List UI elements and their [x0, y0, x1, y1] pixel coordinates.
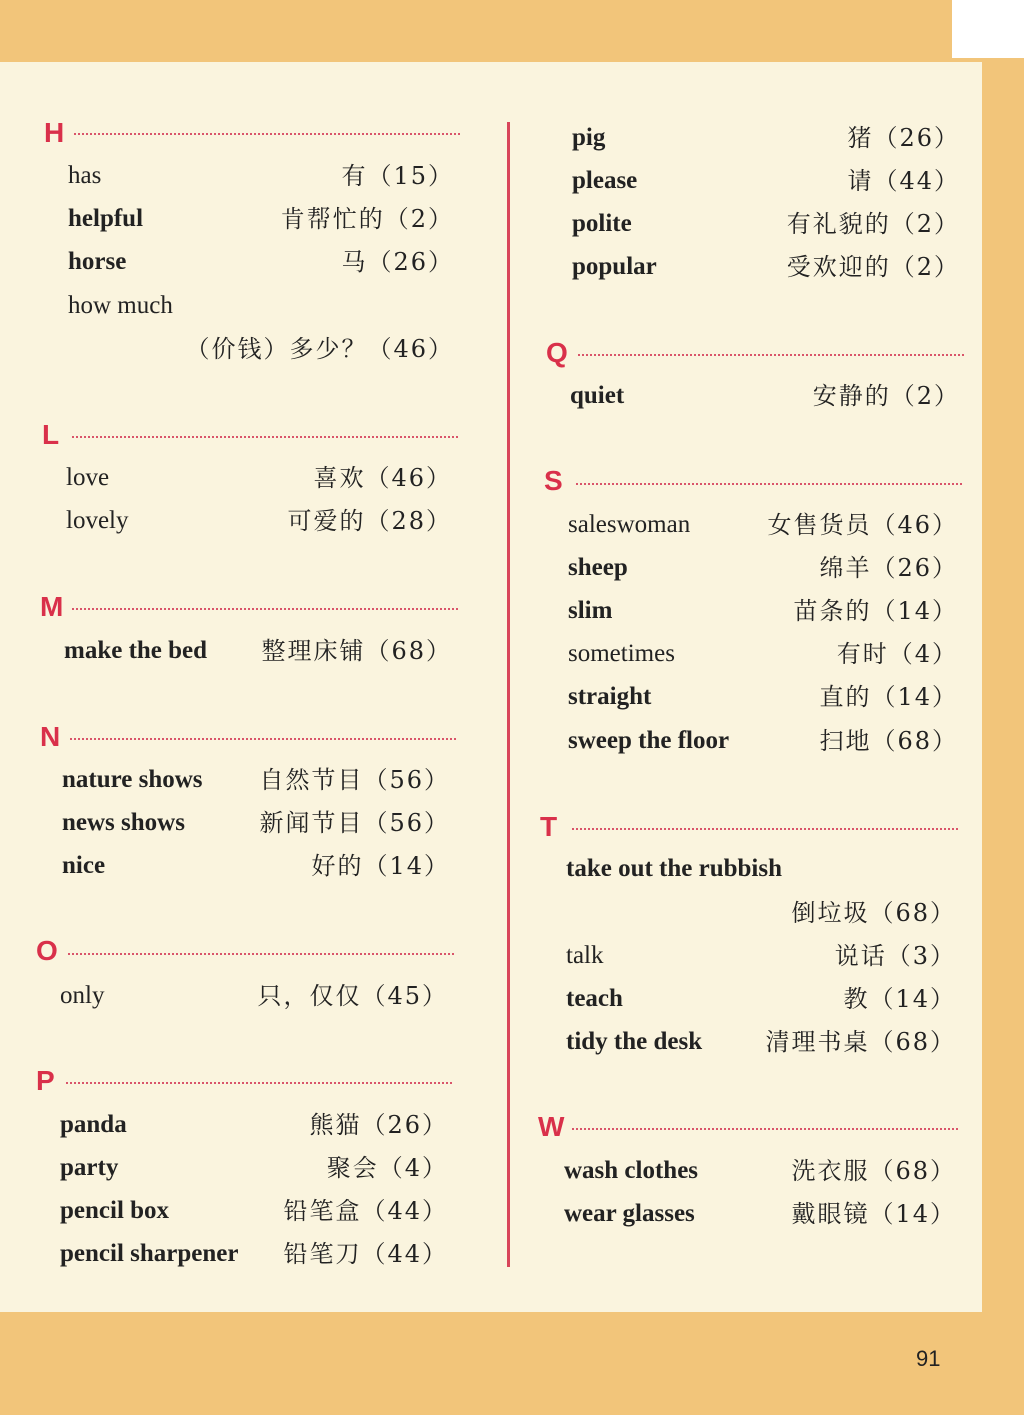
section-t-dots — [572, 828, 958, 830]
section-letter-l: L — [42, 419, 60, 450]
list-item: slim 苗条的（14） — [568, 597, 958, 625]
section-letter-m: M — [40, 591, 64, 622]
list-item: pencil sharpener 铅笔刀（44） — [60, 1240, 448, 1268]
list-item: tidy the desk 清理书桌（68） — [566, 1028, 956, 1056]
list-item: straight 直的（14） — [568, 683, 958, 711]
section-letter-w: W — [538, 1111, 565, 1142]
section-letter-h: H — [44, 117, 65, 148]
list-item: nice 好的（14） — [62, 852, 450, 880]
section-letter-s: S — [544, 465, 563, 496]
list-item: news shows 新闻节目（56） — [62, 809, 450, 837]
list-item: how much — [68, 292, 173, 319]
list-item: 倒垃圾（68） — [791, 899, 956, 927]
list-item: has 有（15） — [68, 162, 454, 190]
list-item: please 请（44） — [572, 167, 960, 195]
section-l-dots — [72, 436, 458, 438]
list-item: love 喜欢（46） — [66, 464, 452, 492]
section-n-dots — [70, 738, 456, 740]
list-item: pig 猪（26） — [572, 124, 960, 152]
list-item: horse 马（26） — [68, 248, 454, 276]
list-item: party 聚会（4） — [60, 1154, 448, 1182]
section-letter-o: O — [36, 935, 58, 966]
list-item: talk 说话（3） — [566, 942, 956, 970]
section-m-dots — [72, 608, 458, 610]
section-p-dots — [66, 1082, 452, 1084]
list-item: saleswoman 女售货员（46） — [568, 511, 958, 539]
section-letter-q: Q — [546, 337, 568, 368]
section-letter-t: T — [540, 811, 558, 842]
list-item: helpful 肯帮忙的（2） — [68, 205, 454, 233]
section-letter-n: N — [40, 721, 61, 752]
list-item: wear glasses 戴眼镜（14） — [564, 1200, 956, 1228]
page-number: 91 — [916, 1346, 941, 1371]
section-letter-p: P — [36, 1065, 55, 1096]
list-item: make the bed 整理床铺（68） — [64, 637, 452, 665]
list-item: wash clothes 洗衣服（68） — [564, 1157, 956, 1185]
list-item: take out the rubbish — [566, 855, 783, 882]
section-w-dots — [572, 1128, 958, 1130]
section-s-dots — [576, 483, 962, 485]
list-item: lovely 可爱的（28） — [66, 507, 452, 535]
page-corner — [952, 0, 1024, 58]
list-item: popular 受欢迎的（2） — [572, 253, 960, 281]
list-item: sweep the floor 扫地（68） — [568, 727, 958, 755]
column-divider — [507, 122, 510, 1267]
list-item: sheep 绵羊（26） — [568, 554, 958, 582]
section-q-dots — [578, 354, 964, 356]
section-h-dots — [74, 133, 460, 135]
list-item: quiet 安静的（2） — [570, 382, 960, 410]
list-item: pencil box 铅笔盒（44） — [60, 1197, 448, 1225]
list-item: teach 教（14） — [566, 985, 956, 1013]
list-item: polite 有礼貌的（2） — [572, 210, 960, 238]
list-item: nature shows 自然节目（56） — [62, 766, 450, 794]
list-item: only 只，仅仅（45） — [60, 982, 448, 1010]
list-item: panda 熊猫（26） — [60, 1111, 448, 1139]
section-o-dots — [68, 953, 454, 955]
list-item: sometimes 有时（4） — [568, 640, 958, 668]
list-item: （价钱）多少？（46） — [185, 335, 454, 363]
